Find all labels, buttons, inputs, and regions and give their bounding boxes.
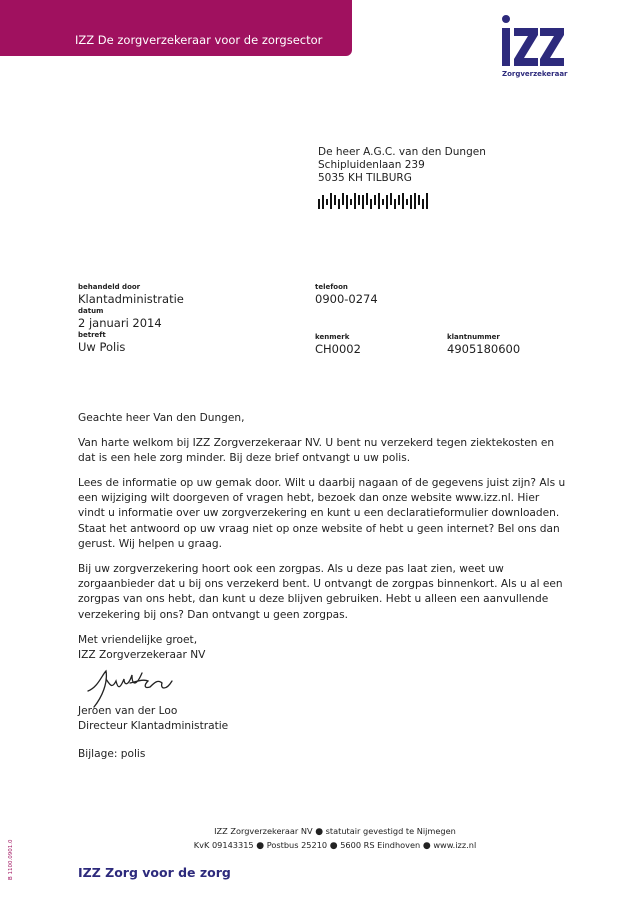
- bullet-icon: ●: [315, 827, 324, 837]
- footer-kvk: KvK 09143315: [193, 839, 254, 850]
- recipient-name: De heer A.G.C. van den Dungen: [318, 146, 486, 158]
- date-value: 2 januari 2014: [78, 316, 162, 330]
- phone-value: 0900-0274: [315, 292, 378, 306]
- recipient-city: 5035 KH TILBURG: [318, 172, 412, 184]
- bullet-icon: ●: [256, 840, 265, 851]
- logo-letter-z1: [514, 28, 538, 66]
- bullet-icon: ●: [422, 840, 431, 851]
- footer-postbus: Postbus 25210: [266, 839, 328, 850]
- customer-number-label: klantnummer: [447, 333, 500, 341]
- logo-dot: [502, 15, 510, 23]
- footer: [160, 825, 510, 852]
- recipient-street: Schipluidenlaan 239: [318, 159, 425, 171]
- izz-logo: [497, 14, 567, 94]
- subject-value: Uw Polis: [78, 340, 126, 354]
- paragraph-information: Lees de informatie op uw gemak door. Wilt u daarbij nagaan of de gegevens juist zijn? Als u een wijziging wilt doorgeven of vragen hebt, bezoek dan onze website www.izz.nl. Hier vindt u informatie over uw zorgverzekering en kunt u een declaratieformulier downloaden. Staat het antwoord op uw vraag niet op onze website of hebt u geen internet? Bel ons dan gerust. Wij helpen u graag.: [78, 476, 566, 551]
- postal-barcode: [318, 193, 438, 209]
- banner-text: IZZ De zorgverzekeraar voor de zorgsector: [75, 33, 323, 47]
- salutation: Geachte heer Van den Dungen,: [78, 412, 245, 424]
- enclosure: Bijlage: polis: [78, 748, 146, 760]
- sender-company: IZZ Zorgverzekeraar NV: [78, 648, 206, 661]
- handled-by-label: behandeld door: [78, 283, 141, 291]
- footer-line-2: [160, 839, 510, 853]
- footer-postcode: 5600 RS Eindhoven: [340, 839, 421, 850]
- customer-number-value: 4905180600: [447, 342, 521, 356]
- reference-value: CH0002: [315, 342, 361, 356]
- signer-name: Jeroen van der Loo: [78, 705, 178, 717]
- reference-label: kenmerk: [315, 333, 350, 341]
- footer-line-1: [160, 825, 510, 839]
- document-code: B 1100.0901.0: [8, 839, 14, 880]
- footer-statutory: statutair gevestigd te Nijmegen: [325, 826, 456, 836]
- recipient-address: [318, 146, 486, 185]
- footer-brand: IZZ Zorg voor de zorg: [78, 865, 231, 880]
- date-label: datum: [78, 307, 104, 315]
- letter-body: [78, 411, 568, 663]
- logo-subtext: Zorgverzekeraar: [502, 70, 568, 78]
- paragraph-welcome: Van harte welkom bij IZZ Zorgverzekeraar NV. U bent nu verzekerd tegen ziektekosten en dat is een hele zorg minder. Bij deze brief ontvangt u uw polis.: [78, 436, 555, 465]
- logo-letter-z2: [540, 28, 564, 66]
- signer-title: Directeur Klantadministratie: [78, 720, 229, 733]
- logo-text: IZZ: [497, 14, 499, 15]
- subject-label: betreft: [78, 331, 106, 339]
- bullet-icon: ●: [329, 840, 338, 851]
- logo-letter-i: [502, 28, 510, 66]
- paragraph-insurance-card: Bij uw zorgverzekering hoort ook een zorgpas. Als u deze pas laat zien, weet uw zorgaanbieder dat u bij ons verzekerd bent. U ontvangt de zorgpas binnenkort. Als u al een zorgpas van ons hebt, dan kunt u deze blijven gebruiken. Hebt u alleen een aanvullende verzekering bij ons? Dan ontvangt u geen zorgpas.: [78, 562, 563, 621]
- footer-website[interactable]: www.izz.nl: [433, 839, 477, 850]
- phone-label: telefoon: [315, 283, 348, 291]
- header-banner: [0, 0, 352, 56]
- closing: Met vriendelijke groet,: [78, 633, 198, 646]
- footer-company: IZZ Zorgverzekeraar NV: [214, 826, 313, 836]
- handled-by-value: Klantadministratie: [78, 292, 184, 306]
- signer-block: [78, 704, 228, 735]
